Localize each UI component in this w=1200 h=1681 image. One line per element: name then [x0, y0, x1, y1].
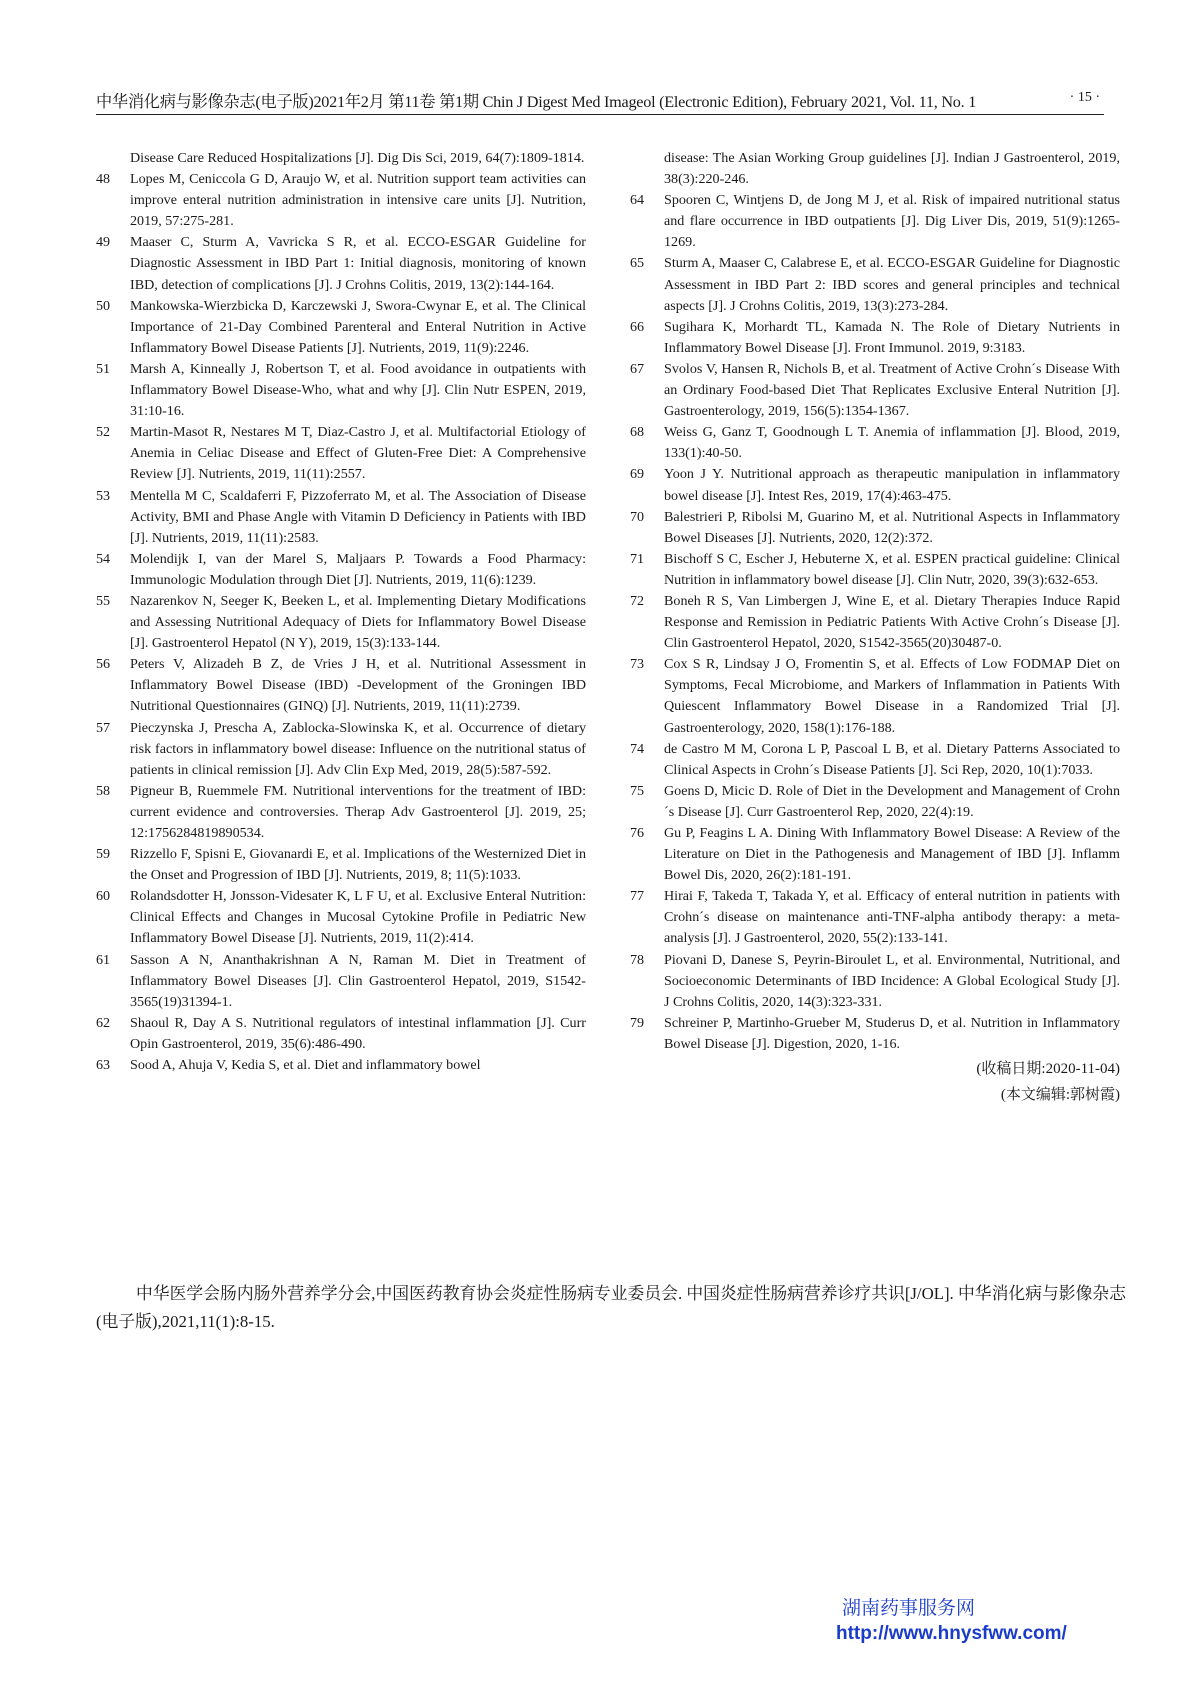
reference-list-left — [96, 169, 586, 1076]
reference-item — [96, 232, 586, 295]
reference-text: Gu P, Feagins L A. Dining With Inflammatory Bowel Disease: A Review of the Literature on Diet in the Pathogenesis and Management of IBD [J]. Inflamm Bowel Dis, 2020, 26(2):181-191. — [664, 825, 1120, 884]
reference-continuation — [630, 148, 1120, 190]
received-date: (收稿日期:2020-11-04) — [976, 1061, 1120, 1078]
reference-item — [96, 1013, 586, 1055]
reference-number: 68 — [630, 424, 645, 441]
reference-item — [630, 591, 1120, 654]
reference-number: 52 — [96, 424, 111, 441]
reference-text: Piovani D, Danese S, Peyrin-Biroulet L, et al. Environmental, Nutritional, and Socioeconomic Determinants of IBD Incidence: A Global Ecological Study [J]. J Crohns Colitis, 2020, 14(3):323-331. — [664, 951, 1120, 1010]
reference-number: 64 — [630, 192, 645, 209]
reference-item — [630, 950, 1120, 1013]
reference-text: Sasson A N, Ananthakrishnan A N, Raman M. Diet in Treatment of Inflammatory Bowel Diseases [J]. Clin Gastroenterol Hepatol, 2019, S1542-3565(19)31394-1. — [130, 951, 586, 1010]
reference-text: Boneh R S, Van Limbergen J, Wine E, et al. Dietary Therapies Induce Rapid Response and Remission in Pediatric Patients With Active Crohn´s Disease [J]. Clin Gastroenterol Hepatol, 2020, S1542-3565(20)30487-0. — [664, 592, 1120, 652]
reference-number: 69 — [630, 466, 645, 483]
reference-text: Maaser C, Sturm A, Vavricka S R, et al. ECCO-ESGAR Guideline for Diagnostic Assessment in IBD Part 1: Initial diagnosis, monitoring of known IBD, detection of complications [J]. J Crohns Colitis, 2019, 13(2):144-164. — [130, 234, 586, 293]
reference-item — [630, 886, 1120, 949]
reference-number: 61 — [96, 951, 111, 968]
reference-item — [630, 781, 1120, 823]
reference-text: Schreiner P, Martinho-Grueber M, Studerus D, et al. Nutrition in Inflammatory Bowel Disease [J]. Digestion, 2020, 1-16. — [664, 1014, 1120, 1052]
reference-number: 59 — [96, 846, 111, 863]
reference-item — [96, 169, 586, 232]
reference-continuation — [96, 148, 586, 169]
reference-number: 56 — [96, 656, 111, 673]
reference-number: 78 — [630, 951, 645, 968]
reference-item — [96, 844, 586, 886]
reference-item — [630, 507, 1120, 549]
reference-number: 62 — [96, 1014, 111, 1031]
reference-item — [96, 591, 586, 654]
reference-number: 70 — [630, 508, 645, 525]
reference-number: 58 — [96, 782, 111, 799]
reference-text: Cox S R, Lindsay J O, Fromentin S, et al. Effects of Low FODMAP Diet on Symptoms, Fecal Microbiome, and Markers of Inflammation in Patients With Quiescent Inflammatory Bowel Disease in a Randomized Trial [J]. Gastroenterology, 2020, 158(1):176-188. — [664, 656, 1120, 736]
article-citation: 中华医学会肠内肠外营养学分会,中国医药教育协会炎症性肠病专业委员会. 中国炎症性肠病营养诊疗共识[J/OL]. 中华消化病与影像杂志(电子版),2021,11(1):8-15. — [96, 1284, 1126, 1331]
reference-text: disease: The Asian Working Group guidelines [J]. Indian J Gastroenterol, 2019, 38(3):220-246. — [664, 150, 1120, 188]
reference-number: 73 — [630, 656, 645, 673]
reference-item — [630, 359, 1120, 422]
reference-text: Sood A, Ahuja V, Kedia S, et al. Diet and inflammatory bowel — [130, 1057, 481, 1074]
reference-text: Sturm A, Maaser C, Calabrese E, et al. ECCO-ESGAR Guideline for Diagnostic Assessment in IBD Part 2: IBD scores and general principles and technical aspects [J]. J Crohns Colitis, 2019, 13(3):273-284. — [664, 255, 1120, 314]
reference-text: Mentella M C, Scaldaferri F, Pizzoferrato M, et al. The Association of Disease Activity, BMI and Phase Angle with Vitamin D Deficiency in Patients with IBD [J]. Nutrients, 2019, 11(11):2583. — [130, 487, 586, 546]
reference-number: 63 — [96, 1057, 111, 1074]
reference-number: 49 — [96, 234, 111, 251]
running-header — [96, 84, 1104, 115]
reference-text: Disease Care Reduced Hospitalizations [J]. Dig Dis Sci, 2019, 64(7):1809-1814. — [130, 150, 585, 166]
reference-text: Balestrieri P, Ribolsi M, Guarino M, et al. Nutritional Aspects in Inflammatory Bowel Diseases [J]. Nutrients, 2020, 12(2):372. — [664, 508, 1120, 546]
reference-item — [96, 781, 586, 844]
reference-number: 72 — [630, 592, 645, 609]
reference-item — [630, 549, 1120, 591]
reference-text: Shaoul R, Day A S. Nutritional regulators of intestinal inflammation [J]. Curr Opin Gastroenterol, 2019, 35(6):486-490. — [130, 1014, 586, 1052]
reference-number: 53 — [96, 487, 111, 504]
reference-number: 77 — [630, 888, 645, 905]
reference-number: 79 — [630, 1014, 645, 1031]
reference-item — [630, 422, 1120, 464]
reference-item — [96, 296, 586, 359]
reference-text: Bischoff S C, Escher J, Hebuterne X, et al. ESPEN practical guideline: Clinical Nutrition in inflammatory bowel disease [J]. Clin Nutr, 2020, 39(3):632-653. — [664, 550, 1120, 588]
reference-text: de Castro M M, Corona L P, Pascoal L B, et al. Dietary Patterns Associated to Clinical Aspects in Crohn´s Disease Patients [J]. Sci Rep, 2020, 10(1):7033. — [664, 740, 1120, 778]
reference-number: 71 — [630, 550, 645, 567]
site-url-link[interactable]: http://www.hnysfww.com/ — [836, 1623, 1067, 1644]
reference-item — [630, 1013, 1120, 1055]
reference-number: 50 — [96, 297, 111, 314]
reference-text: Pieczynska J, Prescha A, Zablocka-Slowinska K, et al. Occurrence of dietary risk factors in inflammatory bowel disease: Influence on the nutritional status of patients in clinical remission [J]. Adv Clin Exp Med, 2019, 28(5):587-592. — [130, 719, 586, 778]
reference-list-right — [630, 190, 1120, 1055]
reference-item — [630, 190, 1120, 253]
left-reference-column — [96, 148, 586, 1076]
journal-header-title: 中华消化病与影像杂志(电子版)2021年2月 第11卷 第1期 Chin J Digest Med Imageol (Electronic Edition), February 2021, Vol. 11, No. 1 — [96, 93, 977, 111]
reference-item — [96, 486, 586, 549]
site-watermark — [836, 1597, 1136, 1647]
reference-text: Marsh A, Kinneally J, Robertson T, et al. Food avoidance in outpatients with Inflammatory Bowel Disease-Who, what and why [J]. Clin Nutr ESPEN, 2019, 31:10-16. — [130, 360, 586, 420]
reference-number: 76 — [630, 825, 645, 841]
reference-item — [630, 823, 1120, 886]
editor-note: (本文编辑:郭树霞) — [1000, 1087, 1120, 1104]
reference-text: Weiss G, Ganz T, Goodnough L T. Anemia of inflammation [J]. Blood, 2019, 133(1):40-50. — [664, 424, 1120, 462]
reference-item — [96, 1055, 586, 1076]
reference-number: 57 — [96, 719, 111, 736]
right-reference-column — [630, 148, 1120, 1107]
reference-text: Goens D, Micic D. Role of Diet in the Development and Management of Crohn´s Disease [J]. Curr Gastroenterol Rep, 2020, 22(4):19. — [664, 782, 1120, 820]
reference-item — [96, 549, 586, 591]
reference-item — [630, 739, 1120, 781]
site-name: 湖南药事服务网 — [842, 1598, 976, 1619]
reference-text: Martin-Masot R, Nestares M T, Diaz-Castro J, et al. Multifactorial Etiology of Anemia in Celiac Disease and Effect of Gluten-Free Diet: A Comprehensive Review [J]. Nutrients, 2019, 11(11):2557. — [130, 424, 586, 483]
reference-text: Pigneur B, Ruemmele FM. Nutritional interventions for the treatment of IBD: current evidence and controversies. Therap Adv Gastroenterol [J]. 2019, 25; 12:1756284819890534. — [130, 782, 586, 841]
reference-number: 66 — [630, 318, 645, 335]
reference-number: 75 — [630, 782, 645, 799]
reference-number: 67 — [630, 360, 645, 377]
reference-number: 48 — [96, 171, 111, 188]
reference-item — [630, 654, 1120, 738]
reference-number: 74 — [630, 740, 645, 757]
reference-text: Svolos V, Hansen R, Nichols B, et al. Treatment of Active Crohn´s Disease With an Ordinary Food-based Diet That Replicates Exclusive Enteral Nutrition [J]. Gastroenterology, 2019, 156(5):1354-1367. — [664, 360, 1120, 420]
reference-text: Rizzello F, Spisni E, Giovanardi E, et al. Implications of the Westernized Diet in the Onset and Progression of IBD [J]. Nutrients, 2019, 8; 11(5):1033. — [130, 846, 586, 884]
reference-text: Sugihara K, Morhardt TL, Kamada N. The Role of Dietary Nutrients in Inflammatory Bowel Disease [J]. Front Immunol. 2019, 9:3183. — [664, 318, 1120, 356]
reference-item — [630, 464, 1120, 506]
reference-text: Molendijk I, van der Marel S, Maljaars P. Towards a Food Pharmacy: Immunologic Modulation through Diet [J]. Nutrients, 2019, 11(6):1239. — [130, 550, 586, 588]
reference-item — [630, 317, 1120, 359]
reference-text: Lopes M, Ceniccola G D, Araujo W, et al. Nutrition support team activities can improve enteral nutrition administration in intensive care units [J]. Nutrition, 2019, 57:275-281. — [130, 171, 586, 230]
reference-item — [96, 718, 586, 781]
reference-text: Rolandsdotter H, Jonsson-Videsater K, L F U, et al. Exclusive Enteral Nutrition: Clinical Effects and Changes in Mucosal Cytokine Profile in Pediatric New Inflammatory Bowel Disease [J]. Nutrients, 2019, 11(2):414. — [130, 888, 586, 947]
reference-number: 54 — [96, 550, 111, 567]
reference-text: Mankowska-Wierzbicka D, Karczewski J, Swora-Cwynar E, et al. The Clinical Importance of 21-Day Combined Parenteral and Enteral Nutrition in Active Inflammatory Bowel Disease Patients [J]. Nutrients, 2019, 11(9):2246. — [130, 297, 586, 356]
reference-number: 55 — [96, 592, 111, 609]
reference-item — [96, 886, 586, 949]
reference-item — [96, 359, 586, 422]
reference-text: Yoon J Y. Nutritional approach as therapeutic manipulation in inflammatory bowel disease [J]. Intest Res, 2019, 17(4):463-475. — [664, 466, 1120, 504]
page-number: · 15 · — [1069, 90, 1100, 105]
reference-item — [96, 422, 586, 485]
reference-item — [96, 950, 586, 1013]
reference-text: Hirai F, Takeda T, Takada Y, et al. Efficacy of enteral nutrition in patients with Crohn´s disease on maintenance anti-TNF-alpha antibody therapy: a meta-analysis [J]. J Gastroenterol, 2020, 55(2):133-141. — [664, 888, 1120, 947]
reference-item — [630, 253, 1120, 316]
reference-text: Spooren C, Wintjens D, de Jong M J, et al. Risk of impaired nutritional status and flare occurrence in IBD outpatients [J]. Dig Liver Dis, 2019, 51(9):1265-1269. — [664, 192, 1120, 251]
reference-text: Nazarenkov N, Seeger K, Beeken L, et al. Implementing Dietary Modifications and Assessing Nutritional Adequacy of Diets for Inflammatory Bowel Disease [J]. Gastroenterol Hepatol (N Y), 2019, 15(3):133-144. — [130, 592, 586, 652]
reference-number: 65 — [630, 255, 645, 272]
reference-number: 51 — [96, 360, 111, 377]
reference-item — [96, 654, 586, 717]
reference-text: Peters V, Alizadeh B Z, de Vries J H, et al. Nutritional Assessment in Inflammatory Bowel Disease (IBD) -Development of the Groningen IBD Nutritional Questionnaires (GINQ) [J]. Nutrients, 2019, 11(11):2739. — [130, 656, 586, 715]
reference-number: 60 — [96, 888, 111, 905]
